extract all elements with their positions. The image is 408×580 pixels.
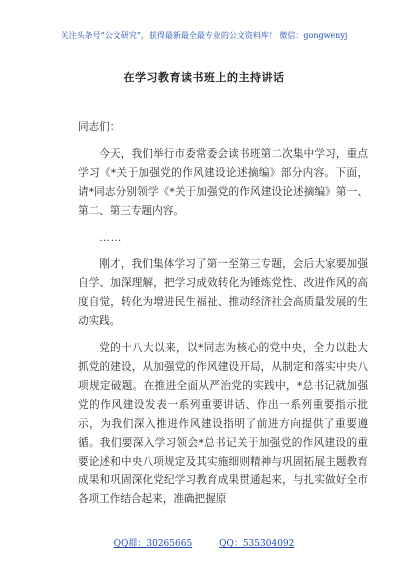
header-promo-note: 关注头条号“公文研究”，获得最新最全最专业的公文资料库！ 微信：gongwenyj bbox=[60, 31, 348, 40]
document-body bbox=[78, 118, 368, 509]
ellipsis: …… bbox=[99, 231, 123, 244]
footer-qq: QQ：535304092 bbox=[219, 539, 295, 549]
footer-qq-group: QQ群：30265665 bbox=[113, 539, 193, 549]
footer-contacts bbox=[0, 536, 408, 549]
paragraph-2: 刚才，我们集体学习了第一至第三专题，会后大家要加强自学、加深理解，把学习成效转化为锤炼党性、改进作风的高度自觉，转化为增进民生福祉、推动经济社会高质量发展的生动实践。 bbox=[78, 258, 368, 328]
paragraph-1: 今天，我们举行市委常委会读书班第二次集中学习，重点学习《*关于加强党的作风建设论述摘编》部分内容。下面，请*同志分别领学《*关于加强党的作风建设论述摘编》第一、第二、第三专题内容。 bbox=[78, 147, 368, 217]
salutation: 同志们： bbox=[78, 121, 121, 133]
paragraph-3: 党的十八大以来，以*同志为核心的党中央，全力以赴大抓党的建设，从加强党的作风建设开局，从制定和落实中央八项规定破题。在推进全面从严治党的实践中，*总书记就加强党的作风建设发表一系列重要讲话、作出一系列重要指示批示，为我们深入推进作风建设指明了前进方向提供了重要遵循。我们要深入学习领会*总书记关于加强党的作风建设的重要论述和中央八项规定及其实施细则精神与巩固拓展主题教育成果和巩固深化党纪学习教育成果贯通起来，与扎实做好全市各项工作结合起来，准确把握原 bbox=[78, 342, 368, 506]
document-title: 在学习教育读书班上的主持讲话 bbox=[123, 71, 285, 84]
